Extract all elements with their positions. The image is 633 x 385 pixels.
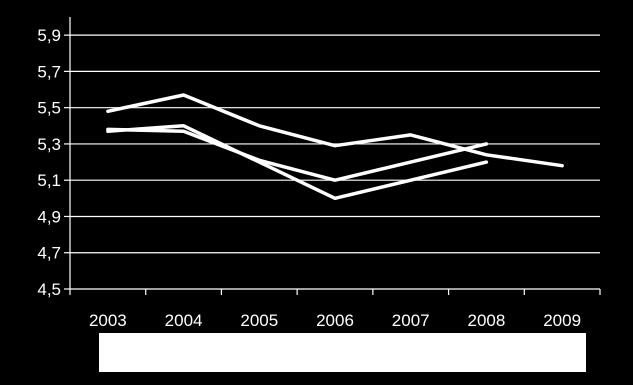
series-lines	[108, 95, 562, 198]
legend-box	[99, 333, 586, 372]
y-tick-label: 5,5	[37, 98, 61, 118]
x-tick-label: 2005	[240, 311, 279, 330]
x-tick-label: 2006	[316, 311, 354, 330]
x-tick-label: 2009	[543, 311, 582, 330]
x-tick-label: 2008	[467, 311, 506, 330]
y-tick-label: 4,5	[37, 280, 61, 299]
y-tick-label: 4,9	[37, 207, 61, 227]
y-tick-label: 5,1	[37, 171, 61, 191]
y-tick-label: 4,7	[37, 243, 61, 263]
x-tick-label: 2007	[391, 311, 430, 330]
x-tick-label: 2003	[88, 311, 127, 330]
y-tick-label: 5,9	[37, 26, 61, 46]
y-tick-label: 5,3	[37, 134, 61, 154]
y-tick-label: 5,7	[37, 62, 61, 82]
x-tick-label: 2004	[164, 311, 203, 330]
